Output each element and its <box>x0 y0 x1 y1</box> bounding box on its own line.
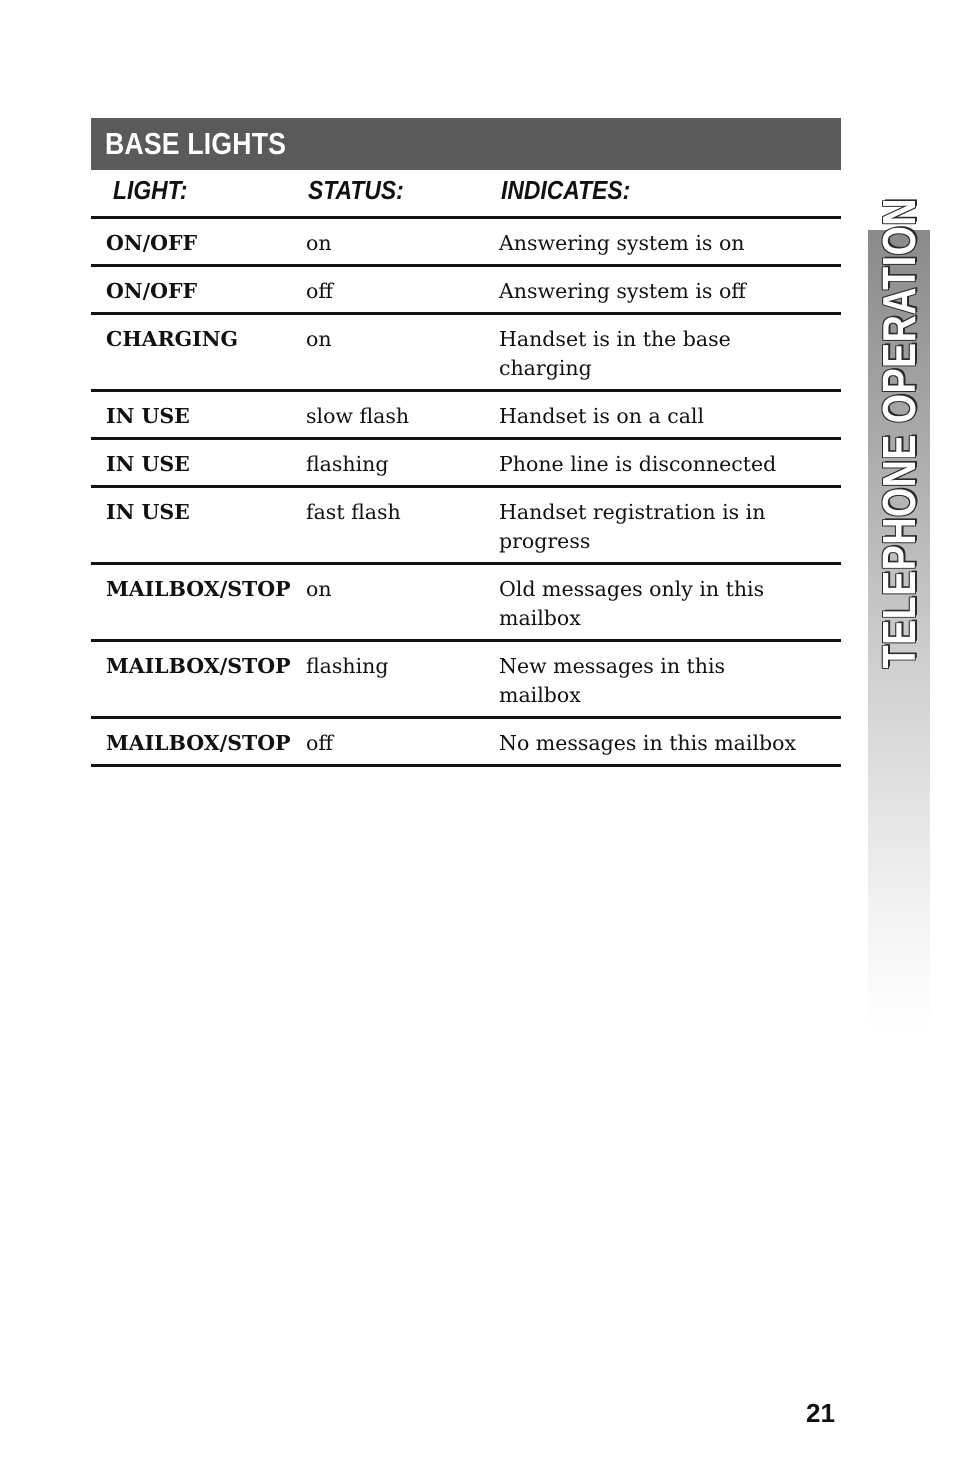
light-cell: MAILBOX/STOP <box>106 654 291 678</box>
table-row <box>91 488 841 565</box>
table-row <box>91 315 841 392</box>
indicates-line: mailbox <box>499 683 581 707</box>
light-cell: MAILBOX/STOP <box>106 577 291 601</box>
indicates-line: Handset registration is in <box>499 500 766 524</box>
table-row <box>91 392 841 440</box>
indicates-line: Handset is in the base <box>499 327 731 351</box>
indicates-cell: Handset is on a call <box>499 404 705 428</box>
section-title: BASE LIGHTS <box>105 126 287 161</box>
light-cell: CHARGING <box>106 327 238 351</box>
section-header <box>91 118 841 170</box>
status-cell: fast flash <box>306 500 401 524</box>
indicates-line: mailbox <box>499 606 581 630</box>
table-row <box>91 267 841 315</box>
page-number: 21 <box>806 1398 835 1428</box>
status-cell: flashing <box>306 654 389 678</box>
light-cell: IN USE <box>106 500 190 524</box>
indicates-cell: Answering system is on <box>499 231 745 255</box>
indicates-line: charging <box>499 356 592 380</box>
section-side-tab <box>868 198 930 1030</box>
status-cell: off <box>306 731 333 755</box>
indicates-cell <box>499 575 764 633</box>
indicates-cell: No messages in this mailbox <box>499 731 797 755</box>
light-cell: IN USE <box>106 404 190 428</box>
status-cell: on <box>306 231 332 255</box>
indicates-cell <box>499 325 731 383</box>
indicates-cell <box>499 498 765 556</box>
status-cell: on <box>306 577 332 601</box>
indicates-cell <box>499 652 725 710</box>
side-tab-label-text: TELEPHONE OPERATION <box>873 198 925 669</box>
table-row <box>91 642 841 719</box>
light-cell: IN USE <box>106 452 190 476</box>
indicates-cell: Answering system is off <box>499 279 746 303</box>
indicates-line: progress <box>499 529 591 553</box>
status-cell: on <box>306 327 332 351</box>
light-cell: ON/OFF <box>106 279 198 303</box>
table-header-row <box>91 170 841 219</box>
table-row <box>91 565 841 642</box>
column-header-status: STATUS: <box>308 175 404 205</box>
light-cell: ON/OFF <box>106 231 198 255</box>
status-cell: flashing <box>306 452 389 476</box>
table-row <box>91 219 841 267</box>
column-header-indicates: INDICATES: <box>501 175 631 205</box>
indicates-line: Old messages only in this <box>499 577 765 601</box>
status-cell: off <box>306 279 333 303</box>
column-header-light: LIGHT: <box>113 175 188 205</box>
side-tab-label <box>869 198 929 720</box>
indicates-line: New messages in this <box>499 654 726 678</box>
indicates-cell: Phone line is disconnected <box>499 452 777 476</box>
status-cell: slow flash <box>306 404 410 428</box>
light-cell: MAILBOX/STOP <box>106 731 291 755</box>
table-row <box>91 440 841 488</box>
base-lights-table <box>91 219 841 767</box>
table-row <box>91 719 841 767</box>
